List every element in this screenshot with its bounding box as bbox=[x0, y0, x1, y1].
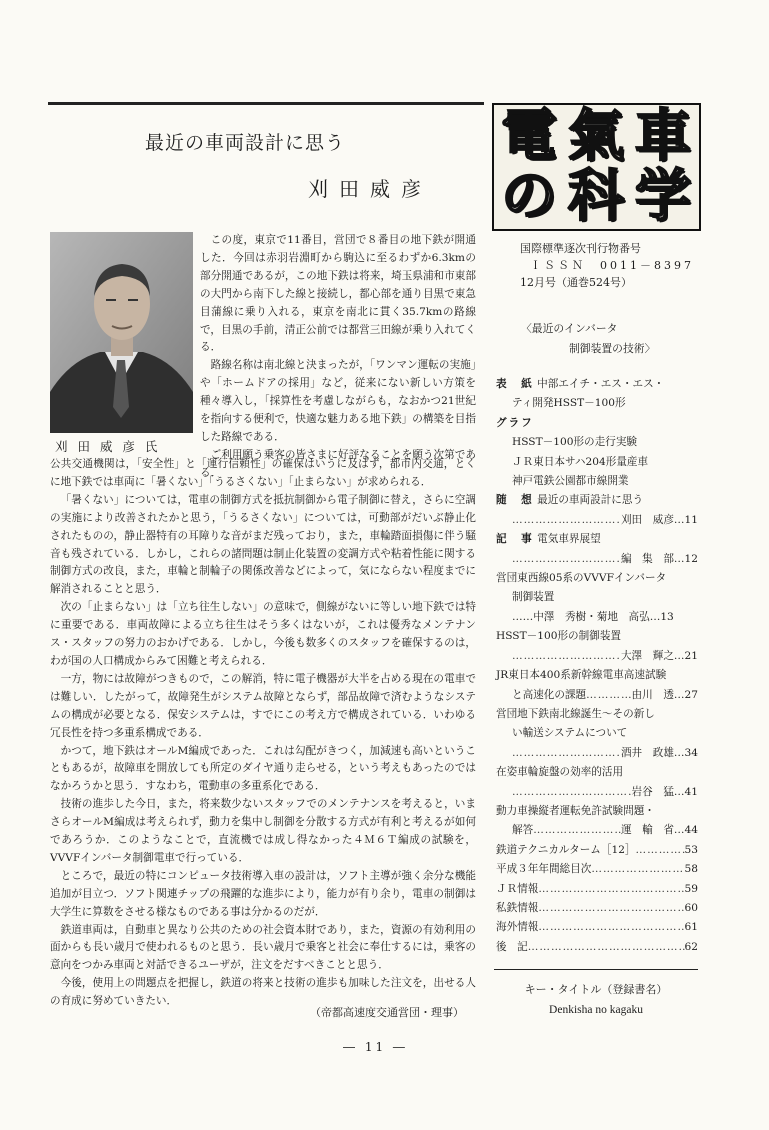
toc-essay bbox=[496, 491, 698, 510]
toc-page: 58 bbox=[684, 863, 698, 876]
toc-title: い輸送システムについて bbox=[512, 727, 628, 740]
toc-author: 大澤 輝之 bbox=[620, 649, 674, 662]
intro-paragraph: この度，東京で11番目，営団で８番目の地下鉄が開通した．今回は赤羽岩淵町から駒込に至るわずか6.3kmの部分開通であるが，この地下鉄は将来，埼玉県浦和市東部の大門から南下した線と接続し，都心部を通り目黒で東急目蒲線に乗り入れる，東京を南北に貫く35.7kmの路線で，目黒の手前，清正公前では都営三田線が乗り入れてくる． bbox=[200, 234, 476, 354]
issn-label: 国際標準逐次刊行物番号 bbox=[520, 242, 641, 255]
body-paragraph: ところで，最近の特にコンピュータ技術導入車の設計は，ソフト主導が強く余分な機能追加が目立つ．ソフト関連チップの飛躍的な進歩により，能力が有り余り，電車の制御は大学生に算数をさせる様なものである事は分かるのだが． bbox=[50, 869, 476, 918]
masthead-char: 科 bbox=[568, 164, 624, 229]
toc-title: と高速化の課題 bbox=[512, 688, 587, 701]
masthead-char: 氣 bbox=[568, 104, 624, 169]
toc-entry: …… 中澤 秀樹・菊地 高弘 …13 bbox=[496, 608, 698, 627]
issn-number: ＩＳＳＮ 0011－8397 bbox=[530, 259, 694, 272]
toc-author: 酒井 政雄 bbox=[620, 746, 674, 759]
toc-title: 最近の車両設計に思う bbox=[537, 494, 644, 507]
feature-line: 制御装置の技術〉 bbox=[569, 342, 656, 355]
toc-entry bbox=[496, 880, 698, 899]
toc-item: HSST－100形の走行実験 bbox=[512, 436, 638, 449]
body-paragraph: 鉄道車両は，自動車と異なり公共のための社会資本財であり，また，資源の有効利用の面からも長い歳月で使われるものと思う．長い歳月で乗客と社会に奉仕するには，乗客の意向をつかみ車両と対話できるユーザが，注文をだすべきことと思う． bbox=[50, 923, 476, 972]
masthead-char: 学 bbox=[635, 164, 691, 229]
toc-page: 61 bbox=[684, 921, 698, 934]
key-title-label: キー・タイトル（登録書名） bbox=[524, 983, 668, 996]
toc-title: 営団東西線05系のVVVFインバータ bbox=[496, 572, 667, 585]
toc-title: 解答 bbox=[512, 824, 534, 837]
toc-item: 神戸電鉄公園都市線開業 bbox=[512, 475, 629, 488]
key-title-romaji: Denkisha no kagaku bbox=[549, 1004, 643, 1016]
toc-title: HSST－100形の制御装置 bbox=[496, 630, 622, 643]
table-of-contents bbox=[496, 375, 698, 957]
toc-entry bbox=[496, 918, 698, 937]
toc-author: 中澤 秀樹・菊地 高弘 bbox=[533, 610, 650, 623]
toc-title: 制御装置 bbox=[512, 591, 555, 604]
toc-title: 私鉄情報 bbox=[496, 901, 539, 914]
toc-page: 34 bbox=[684, 746, 698, 759]
article-body bbox=[50, 456, 476, 1011]
toc-page: 41 bbox=[684, 785, 698, 798]
toc-entry: 解答 ………………………………………………………………………… 運 輸 省 …44 bbox=[496, 821, 698, 840]
author-affiliation: （帝都高速度交通営団・理事） bbox=[310, 1006, 464, 1019]
toc-entry: ………………………………………………………………………… 編 集 部 …12 bbox=[496, 550, 698, 569]
toc-title: 動力車操縦者運転免許試験問題・ bbox=[496, 804, 655, 817]
key-title bbox=[494, 980, 698, 1020]
masthead-char: の bbox=[501, 164, 557, 229]
toc-page: 27 bbox=[684, 688, 698, 701]
toc-page: 60 bbox=[684, 901, 698, 914]
toc-page: 59 bbox=[684, 882, 698, 895]
toc-category: 随 想 bbox=[496, 494, 534, 507]
toc-title: 平成３年年間総目次 bbox=[496, 863, 592, 876]
masthead-char: 車 bbox=[635, 104, 691, 169]
photo-caption: 刈 田 威 彦 氏 bbox=[55, 439, 161, 454]
intro-paragraph: 路線名称は南北線と決まったが，「ワンマン運転の実施」や「ホームドアの採用」など，従来にない新しい方策を種々導入し，「採算性を考慮しながらも，なおかつ21世紀を指向する便利で，快適な魅力ある地下鉄」の構築を目指した路線である． bbox=[200, 359, 476, 443]
body-paragraph: 一方，物には故障がつきもので，この解消，特に電子機器が大半を占める現在の電車では難しい．したがって，故障発生がシステム故障とならず，部品故障で済むようなシステムの構成が必要となる．保安システムは，すでにこの考え方で構成されている．いわゆる冗長性を持つ多重系構成である． bbox=[50, 672, 476, 739]
issn-block bbox=[520, 240, 694, 291]
toc-title: 電気車界展望 bbox=[537, 533, 601, 546]
body-paragraph: 「暑くない」については，電車の制御方式を抵抗制御から電子制御に替え，さらに空調の実施により改善されたかと思う，「うるさくない」については，可動部がだいぶ静止化されたものの，静止器特有の耳障りな音がまだ残っており，また，車輪踏面損傷に伴う騒音も残されている．しかし，これらの諸問題は制止化装置の変調方式や粘着性能に関する制御方式の改良，また，車輪と制輪子の関係改善などによって，気にならない程度までに解消されることと思う． bbox=[50, 493, 476, 596]
toc-title: 中部エイチ・エス・エス・ bbox=[537, 378, 665, 390]
toc-title: 鉄道テクニカルターム［12］ bbox=[496, 843, 636, 856]
masthead-char: 電 bbox=[501, 104, 557, 169]
toc-page: 21 bbox=[684, 649, 698, 662]
toc-category: 表 紙 bbox=[496, 378, 534, 390]
toc-entry bbox=[496, 860, 698, 879]
article-title: 最近の車両設計に思う bbox=[145, 132, 346, 154]
toc-author: 刈田 威彦 bbox=[620, 513, 674, 526]
toc-entry: ………………………………………………………………………… 酒井 政雄 …34 bbox=[496, 744, 698, 763]
toc-entry bbox=[496, 938, 698, 957]
toc-cover bbox=[496, 375, 698, 394]
toc-title: ティ開発HSST－100形 bbox=[512, 397, 626, 410]
body-paragraph: かつて，地下鉄はオールM編成であった．これは勾配がきつく，加減速も高いということもあるが，故障車を開放しても所定のダイヤ通り走らせる，という考えもあったのではなかろうかと思う．すなわち，電動車の多重系化である． bbox=[50, 744, 476, 793]
feature-title bbox=[521, 319, 655, 359]
page-number: ― 11 ― bbox=[343, 1040, 408, 1054]
body-paragraph: 今後，使用上の問題点を把握し，鉄道の将来と技術の進歩も加味した注文を，出せる人の育成に努めていきたい． bbox=[50, 977, 476, 1008]
toc-title: JR東日本400系新幹線電車高速試験 bbox=[496, 669, 667, 682]
magazine-masthead bbox=[492, 103, 701, 231]
top-rule bbox=[48, 102, 484, 105]
toc-author: 運 輸 省 bbox=[620, 824, 674, 837]
toc-entry: ………………………………………………………………………… 岩谷 猛 …41 bbox=[496, 783, 698, 802]
toc-category: グラフ bbox=[496, 416, 534, 429]
body-paragraph: 公共交通機関は，「安全性」と「運行信頼性」の確保はいうに及ばず，都市内交通，とくに地下鉄では車両に「暑くない」「うるさくない」「止まらない」が求められる． bbox=[50, 458, 476, 488]
toc-title: 在姿車輪旋盤の効率的活用 bbox=[496, 766, 624, 779]
toc-article bbox=[496, 530, 698, 549]
toc-title: 後 記 bbox=[496, 940, 528, 953]
body-paragraph: 技術の進歩した今日，また，将来数少ないスタッフでのメンテナンスを考えると，いまさらオールM編成は考えられず，動力を集中し制御を分散する方式が有利と考えるが如何であろうか．このようなことで，直流機では成し得なかった４Ｍ６Ｔ編成の試験を，VVVFインバータ制御電車で行っている． bbox=[50, 798, 476, 864]
intro-paragraph: ご利用願う乗客の皆さまに好評なることを願う次第である． bbox=[200, 448, 476, 479]
toc-page: 44 bbox=[684, 824, 698, 837]
toc-entry bbox=[496, 841, 698, 860]
toc-page: 62 bbox=[684, 940, 698, 953]
toc-title: ＪＲ情報 bbox=[496, 882, 539, 895]
toc-entry: ………………………………………………………………………… 刈田 威彦 …11 bbox=[496, 511, 698, 530]
toc-page: 11 bbox=[684, 513, 698, 526]
toc-title: 営団地下鉄南北線誕生～その新し bbox=[496, 707, 655, 720]
article-author: 刈田威彦 bbox=[308, 177, 432, 201]
body-paragraph: 次の「止まらない」は「立ち往生しない」の意味で，側線がないに等しい地下鉄では特に重要である．車両故障による立ち往生はそう多くはないが，これは優秀なメンテナンス・スタッフの努力のおかげである．しかし，今後も数多くのスタッフを確保するのは，わが国の人口構成からみて困難と考えられる． bbox=[50, 601, 476, 667]
toc-category: 記 事 bbox=[496, 533, 534, 546]
toc-page: 13 bbox=[660, 610, 674, 623]
toc-title: 海外情報 bbox=[496, 921, 539, 934]
toc-page: 53 bbox=[684, 843, 698, 856]
article-intro bbox=[200, 232, 476, 483]
toc-author: 岩谷 猛 bbox=[631, 785, 674, 798]
toc-entry: と高速化の課題 ………………………………………………………………………… 由川 透 …27 bbox=[496, 686, 698, 705]
author-photo bbox=[50, 232, 193, 433]
toc-author: 編 集 部 bbox=[620, 552, 674, 565]
toc-page: 12 bbox=[684, 552, 698, 565]
toc-author: 由川 透 bbox=[631, 688, 674, 701]
toc-entry bbox=[496, 899, 698, 918]
toc-entry: ………………………………………………………………………… 大澤 輝之 …21 bbox=[496, 647, 698, 666]
feature-line: 〈最近のインバータ bbox=[521, 322, 618, 335]
toc-divider bbox=[494, 969, 698, 970]
issue-number: 12月号（通巻524号） bbox=[520, 276, 632, 289]
toc-item: ＪＲ東日本サハ204形量産車 bbox=[512, 455, 649, 468]
